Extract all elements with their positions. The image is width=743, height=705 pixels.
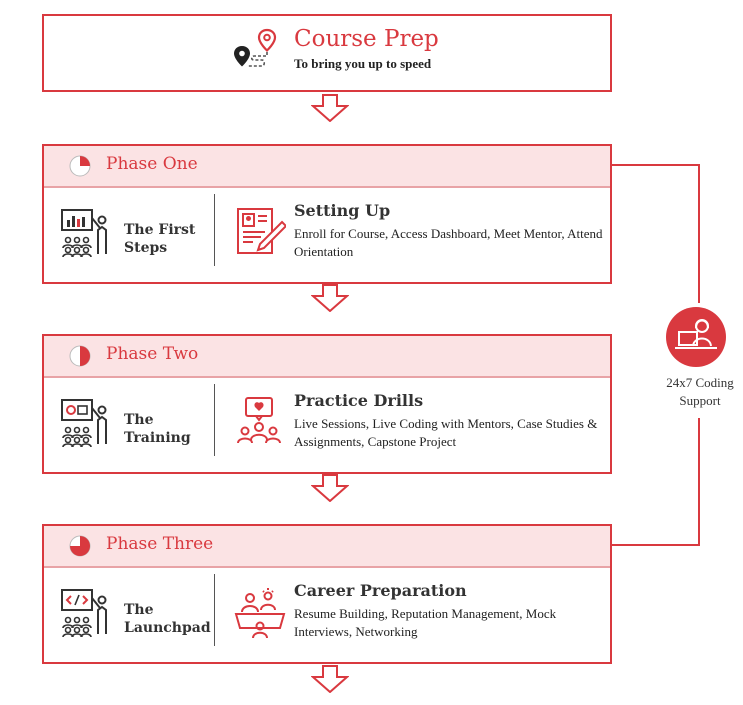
down-arrow-icon	[311, 94, 349, 122]
progress-pie-icon	[69, 535, 91, 557]
course-prep-title: Course Prep	[294, 26, 439, 52]
detail-title: Setting Up	[294, 201, 391, 220]
step-name: The Training	[124, 412, 191, 446]
phase-three-card	[42, 524, 612, 664]
phase-header	[44, 146, 610, 188]
step-name: The Launchpad	[124, 602, 211, 636]
detail-description: Enroll for Course, Access Dashboard, Meet Mentor, Attend Orientation	[294, 226, 603, 259]
progress-pie-icon	[69, 155, 91, 177]
phase-two-card	[42, 334, 612, 474]
teacher-presentation-icon	[60, 208, 110, 258]
down-arrow-icon	[311, 284, 349, 312]
detail-description: Resume Building, Reputation Management, Mock Interviews, Networking	[294, 606, 557, 639]
group-discussion-icon	[234, 396, 286, 448]
phase-header	[44, 526, 610, 568]
divider	[214, 384, 215, 456]
course-prep-subtitle: To bring you up to speed	[294, 56, 432, 71]
detail-description: Live Sessions, Live Coding with Mentors, Case Studies & Assignments, Capstone Project	[294, 416, 598, 449]
phase-header	[44, 336, 610, 378]
phase-title: Phase Two	[106, 344, 199, 364]
resume-pen-icon	[234, 206, 286, 258]
detail-title: Career Preparation	[294, 581, 467, 600]
support-label: 24x7 Coding Support	[666, 375, 734, 408]
teacher-presentation-icon	[60, 398, 110, 448]
teacher-presentation-icon	[60, 588, 110, 638]
course-prep-box	[42, 14, 612, 92]
phase-title: Phase One	[106, 154, 198, 174]
detail-title: Practice Drills	[294, 391, 424, 410]
progress-pie-icon	[69, 345, 91, 367]
interview-table-icon	[234, 586, 286, 638]
down-arrow-icon	[311, 474, 349, 502]
coder-at-laptop-icon	[665, 306, 727, 368]
divider	[214, 194, 215, 266]
map-route-icon	[232, 28, 278, 74]
divider	[214, 574, 215, 646]
step-name: The First Steps	[124, 222, 196, 256]
phase-one-card	[42, 144, 612, 284]
phase-title: Phase Three	[106, 534, 214, 554]
down-arrow-icon	[311, 665, 349, 693]
